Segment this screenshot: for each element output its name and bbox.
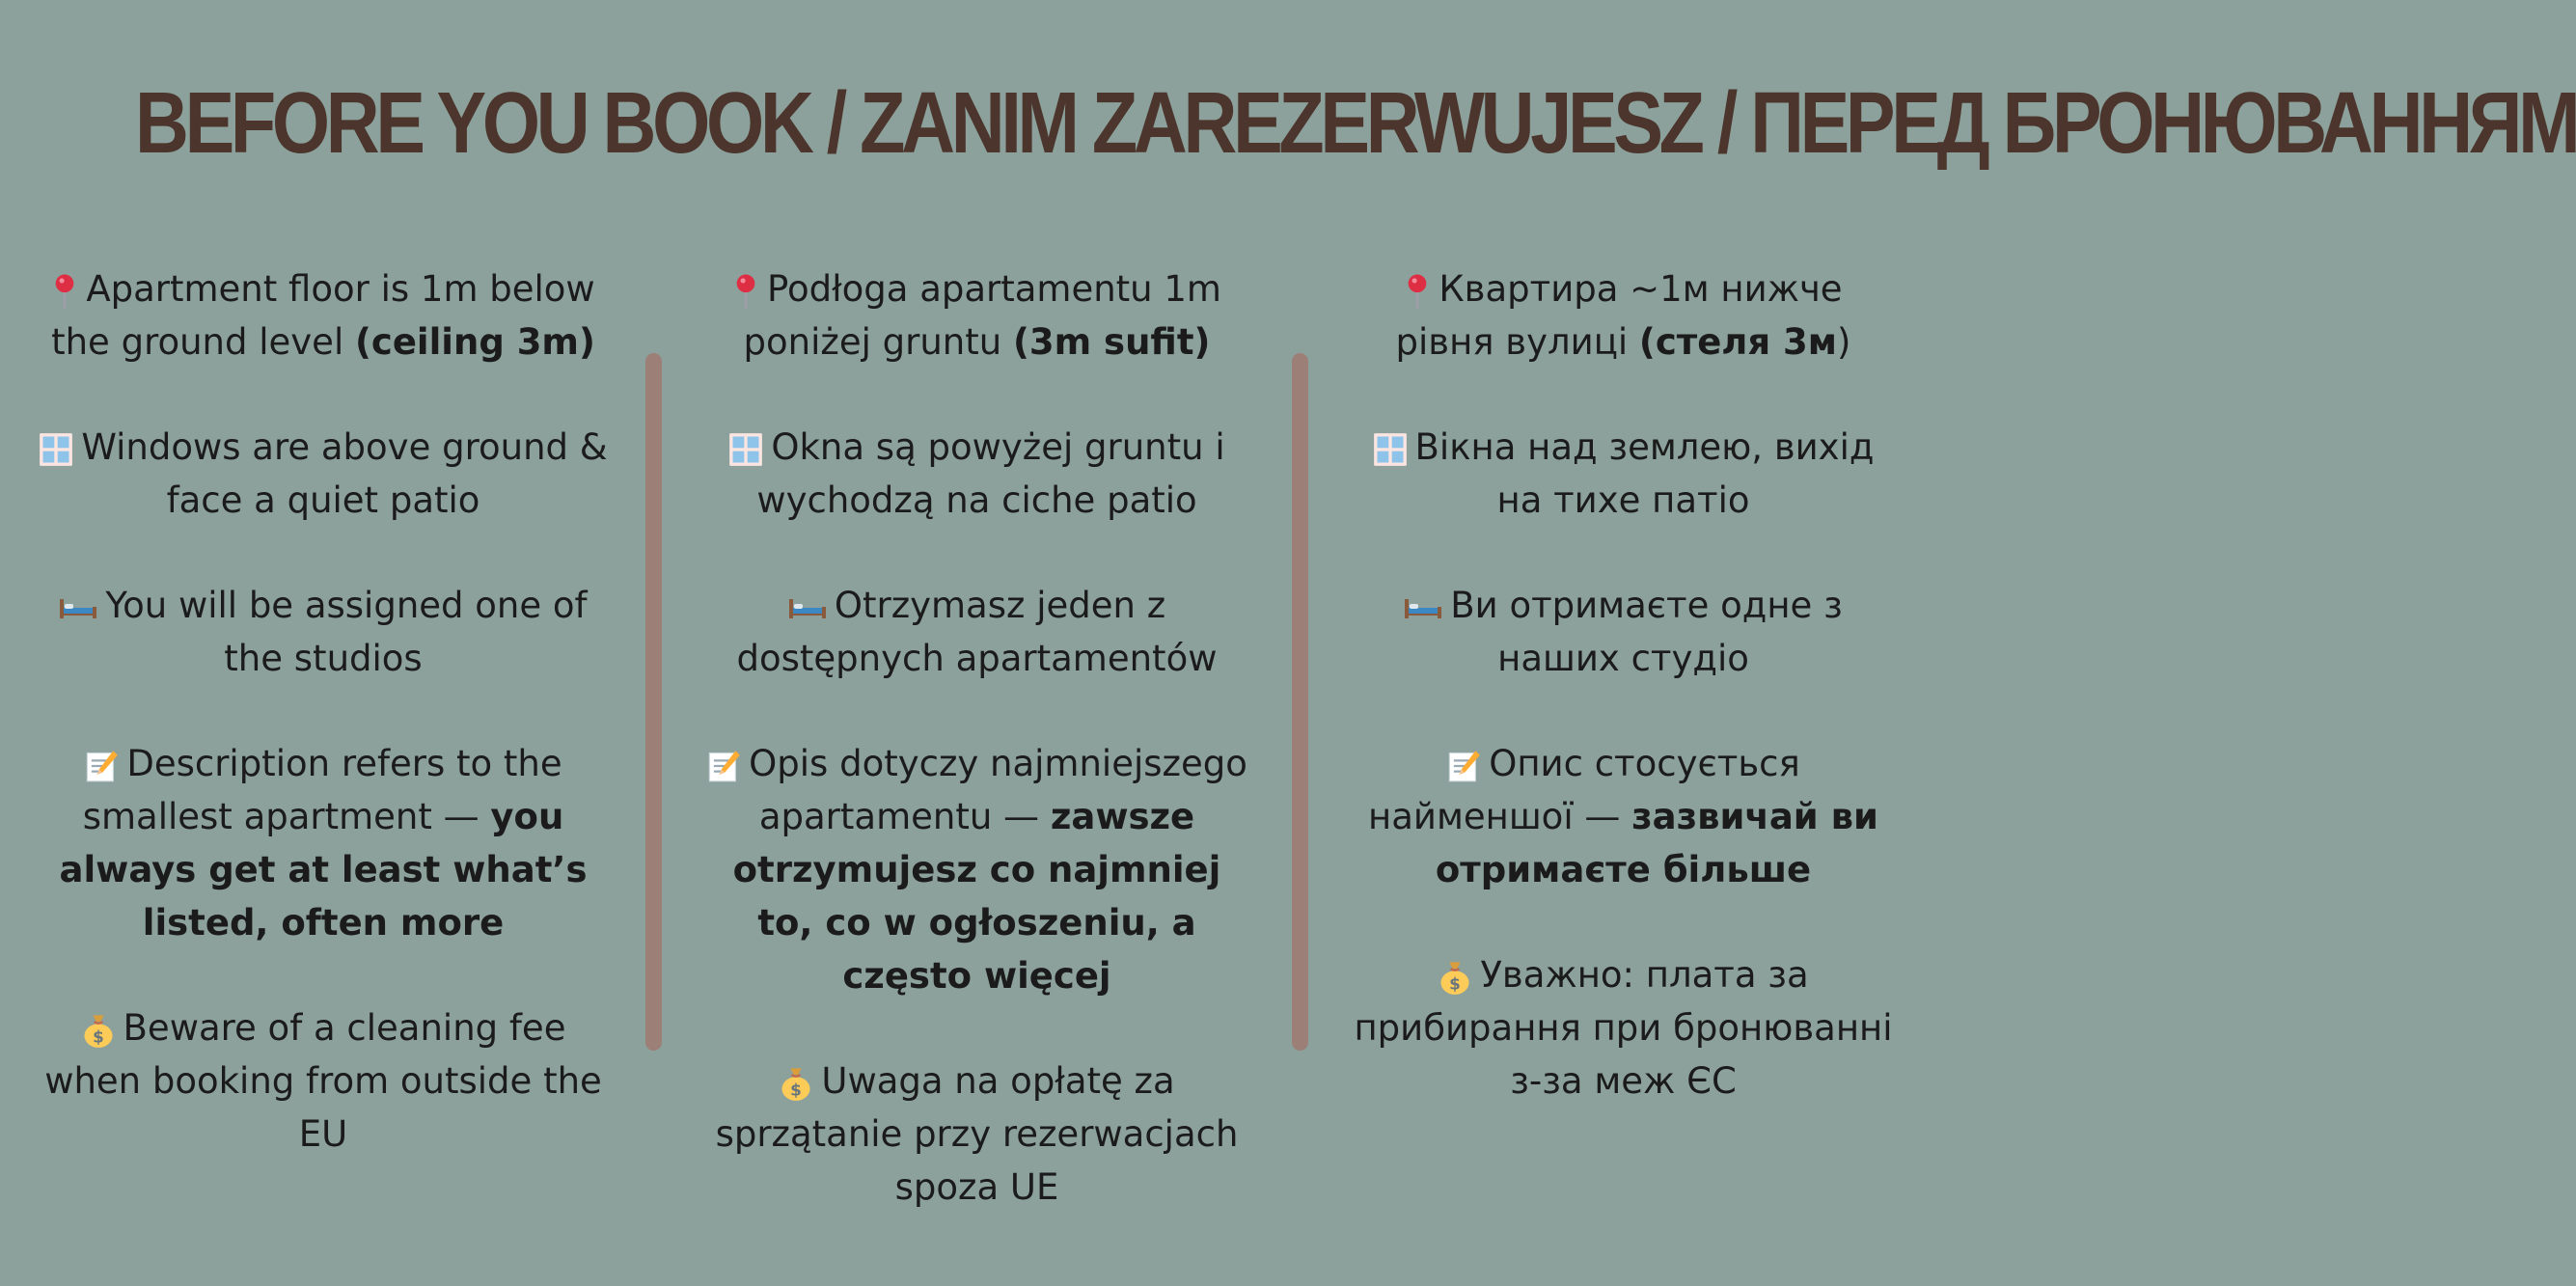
floor-text: Podłoga apartamentu 1m poniżej gruntu: [743, 268, 1221, 363]
cleaning-fee-info: [39, 1001, 608, 1161]
bed-icon: [1404, 595, 1442, 620]
money-bag-icon: [81, 1012, 116, 1049]
assignment-text: Ви отримаєте одне з наших студіо: [1450, 585, 1843, 679]
assignment-info: [39, 579, 608, 685]
windows-text: Okna są powyżej gruntu i wychodzą na ciche patio: [756, 426, 1225, 521]
description-emphasis: зазвичай ви отримаєте більше: [1435, 796, 1878, 890]
ceiling-height: (ceiling 3m): [355, 321, 595, 363]
window-icon: [39, 432, 73, 467]
cleaning-fee-text: Уважно: плата за прибирання при бронюванні з-за меж ЄС: [1354, 954, 1893, 1102]
description-emphasis: you always get at least what’s listed, often more: [59, 796, 588, 944]
description-emphasis: zawsze otrzymujesz co najmniej to, co w ogłoszeniu, a często więcej: [732, 796, 1221, 997]
assignment-info: [1351, 579, 1896, 685]
memo-icon: [706, 749, 741, 783]
description-text: Opis dotyczy najmniejszego apartamentu —: [749, 743, 1247, 837]
polish-column: [699, 262, 1254, 1214]
windows-info: [39, 421, 608, 527]
column-divider: [645, 353, 662, 1051]
pushpin-icon: [51, 273, 78, 310]
assignment-text: Otrzymasz jeden z dostępnych apartamentów: [736, 585, 1218, 679]
windows-text: Windows are above ground & face a quiet patio: [81, 426, 608, 521]
floor-info: [39, 262, 608, 369]
cleaning-fee-text: Uwaga na opłatę za sprzątanie przy rezerwacjach spoza UE: [715, 1060, 1239, 1208]
window-icon: [1373, 432, 1408, 467]
ukrainian-column: [1351, 262, 1896, 1108]
bed-icon: [788, 595, 827, 620]
floor-info: [1351, 262, 1896, 369]
assignment-info: [699, 579, 1254, 685]
floor-text: Apartment floor is 1m below the ground level: [51, 268, 595, 363]
windows-info: [1351, 421, 1896, 527]
ceiling-height: (стеля 3м: [1638, 321, 1838, 363]
memo-icon: [84, 749, 119, 783]
window-icon: [728, 432, 763, 467]
cleaning-fee-info: [699, 1054, 1254, 1214]
description-info: [1351, 737, 1896, 896]
ceiling-paren: ): [1837, 321, 1851, 363]
floor-info: [699, 262, 1254, 369]
cleaning-fee-info: [1351, 948, 1896, 1108]
pushpin-icon: [732, 273, 759, 310]
description-text: Description refers to the smallest apartment —: [82, 743, 562, 837]
windows-info: [699, 421, 1254, 527]
cleaning-fee-text: Beware of a cleaning fee when booking from outside the EU: [44, 1007, 602, 1155]
description-text: Опис стосується найменшої —: [1368, 743, 1800, 837]
description-info: [699, 737, 1254, 1002]
floor-text: Квартира ~1м нижче рівня вулиці: [1395, 268, 1843, 363]
pushpin-icon: [1404, 273, 1431, 310]
english-column: [39, 262, 608, 1161]
money-bag-icon: [779, 1065, 813, 1102]
windows-text: Вікна над землею, вихід на тихе патіо: [1414, 426, 1875, 521]
page-title: BEFORE YOU BOOK / ZANIM ZAREZERWUJESZ / ПЕРЕД БРОНЮВАННЯМ: [135, 75, 2576, 172]
column-divider: [1292, 353, 1308, 1051]
memo-icon: [1446, 749, 1481, 783]
assignment-text: You will be assigned one of the studios: [105, 585, 588, 679]
money-bag-icon: [1438, 959, 1472, 996]
description-info: [39, 737, 608, 949]
ceiling-height: (3m sufit): [1012, 321, 1211, 363]
bed-icon: [59, 595, 97, 620]
